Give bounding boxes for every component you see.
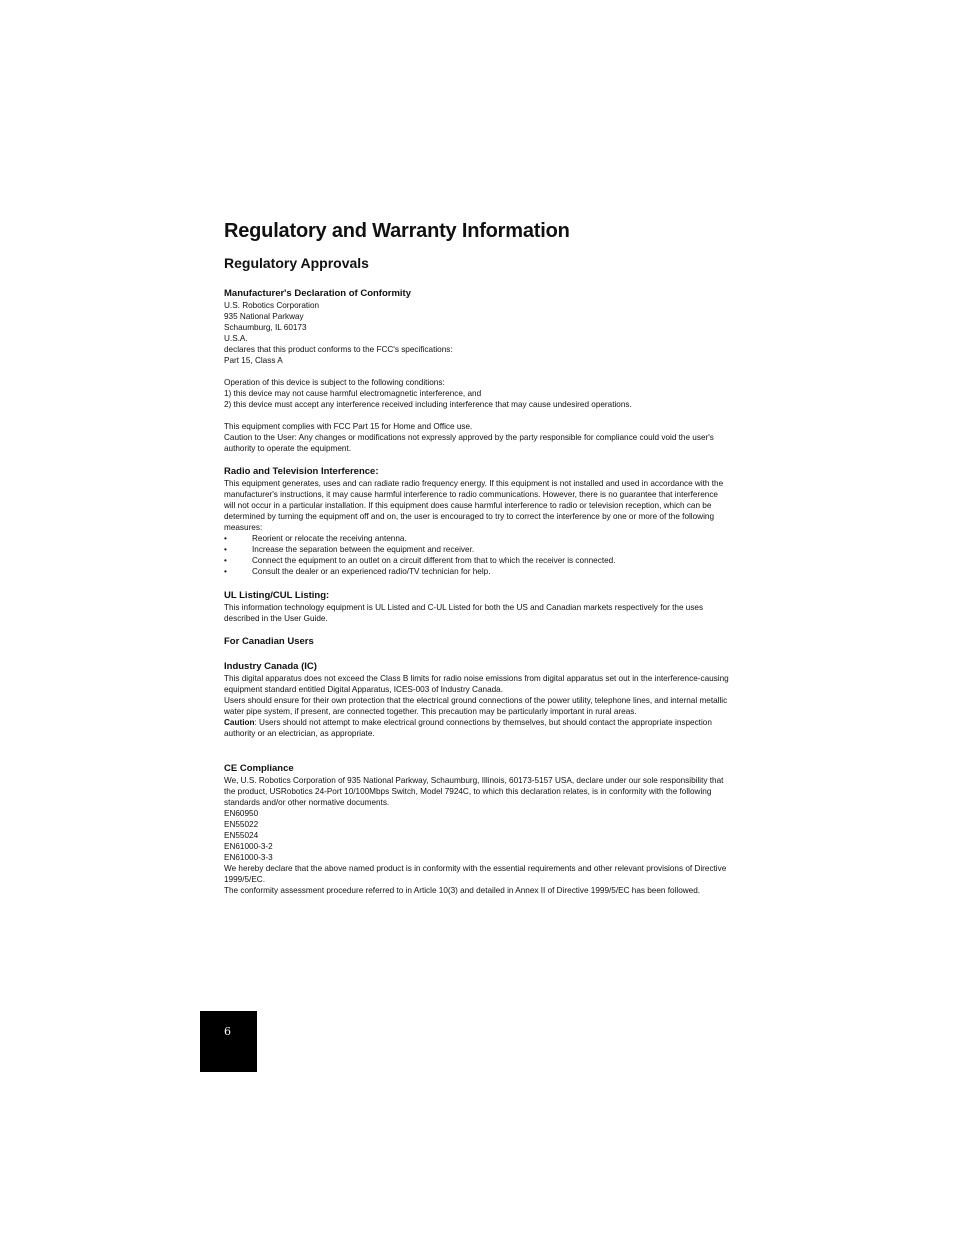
address-line: Part 15, Class A bbox=[224, 356, 283, 365]
radio-section bbox=[224, 466, 730, 577]
address-line: Schaumburg, IL 60173 bbox=[224, 323, 307, 332]
ul-text: This information technology equipment is UL Listed and C-UL Listed for both the US and Canadian markets respectively for the uses described in the User Guide. bbox=[224, 603, 704, 623]
standard-item: EN60950 bbox=[224, 809, 259, 818]
page-number: 6 bbox=[224, 1025, 231, 1038]
condition-line: 2) this device must accept any interference received including interference that may cause undesired operations. bbox=[224, 400, 632, 409]
canadian-heading: For Canadian Users bbox=[224, 636, 314, 647]
address-line: declares that this product conforms to the FCC's specifications: bbox=[224, 345, 453, 354]
standard-item: EN61000-3-3 bbox=[224, 853, 273, 862]
document-body bbox=[224, 218, 730, 896]
ul-section bbox=[224, 590, 730, 624]
address-line: 935 National Parkway bbox=[224, 312, 304, 321]
radio-measures-list bbox=[224, 533, 730, 577]
ce-standards bbox=[224, 808, 730, 863]
radio-text: This equipment generates, uses and can radiate radio frequency energy. If this equipment is not installed and used in accordance with the manufacturer's instructions, it may cause harmful interference to radio communications. However, there is no guarantee that interference will not occur in a particular installation. If this equipment does cause harmful interference to radio or television reception, which can be determined by turning the equipment off and on, the user is encouraged to try to correct the interference by one or more of the following measures: bbox=[224, 479, 724, 532]
page-number-tab bbox=[200, 1011, 257, 1072]
address-line: U.S.A. bbox=[224, 334, 248, 343]
user-caution: Caution to the User: Any changes or modifications not expressly approved by the party responsible for compliance could void the user's authority to operate the equipment. bbox=[224, 433, 714, 453]
ce-section bbox=[224, 763, 730, 896]
radio-heading: Radio and Television Interference: bbox=[224, 466, 379, 477]
standard-item: EN55022 bbox=[224, 820, 259, 829]
ground-connection-text: Users should ensure for their own protection that the electrical ground connections of the power utility, telephone lines, and internal metallic water pipe system, if present, are connected together. This precaution may be particularly important in rural areas. bbox=[224, 696, 728, 716]
fcc-compliance: This equipment complies with FCC Part 15 for Home and Office use. bbox=[224, 422, 473, 431]
manufacturer-heading: Manufacturer's Declaration of Conformity bbox=[224, 288, 412, 299]
ce-text: We, U.S. Robotics Corporation of 935 National Parkway, Schaumburg, Illinois, 60173-5157 USA, declare under our sole responsibility that the product, USRobotics 24-Port 10/100Mbps Switch, Model 7924C, to which this declaration relates, is in conformity with the following standards and/or other normative documents. bbox=[224, 776, 724, 807]
industry-canada-heading: Industry Canada (IC) bbox=[224, 661, 317, 672]
caution-label: Caution bbox=[224, 718, 255, 727]
list-item: • Increase the separation between the equipment and receiver. bbox=[224, 545, 475, 554]
ul-heading: UL Listing/CUL Listing: bbox=[224, 590, 330, 601]
bullet-marker: • bbox=[224, 556, 227, 565]
operation-conditions bbox=[224, 377, 730, 410]
ce-declaration: We hereby declare that the above named product is in conformity with the essential requirements and other relevant provisions of Directive 1999/5/EC. bbox=[224, 864, 727, 884]
standard-item: EN61000-3-2 bbox=[224, 842, 273, 851]
industry-canada-text: This digital apparatus does not exceed the Class B limits for radio noise emissions from digital apparatus set out in the interference-causing equipment standard entitled Digital Apparatus, ICES-003 of Industry Canada. bbox=[224, 674, 729, 694]
bullet-marker: • bbox=[224, 567, 227, 576]
condition-line: Operation of this device is subject to the following conditions: bbox=[224, 378, 445, 387]
address-line: U.S. Robotics Corporation bbox=[224, 301, 320, 310]
industry-canada-section bbox=[224, 661, 730, 739]
bullet-marker: • bbox=[224, 534, 227, 543]
bullet-marker: • bbox=[224, 545, 227, 554]
caution-text: : Users should not attempt to make electrical ground connections by themselves, but should contact the appropriate inspection authority or an electrician, as appropriate. bbox=[224, 718, 712, 738]
manufacturer-address bbox=[224, 300, 730, 366]
list-item: • Reorient or relocate the receiving antenna. bbox=[224, 534, 407, 543]
condition-line: 1) this device may not cause harmful electromagnetic interference, and bbox=[224, 389, 482, 398]
industry-canada-caution bbox=[224, 717, 730, 739]
standard-item: EN55024 bbox=[224, 831, 259, 840]
ce-procedure: The conformity assessment procedure referred to in Article 10(3) and detailed in Annex II of Directive 1999/5/EC has been followed. bbox=[224, 886, 701, 895]
page-title: Regulatory and Warranty Information bbox=[224, 220, 570, 242]
list-item: • Connect the equipment to an outlet on a circuit different from that to which the receiver is connected. bbox=[224, 556, 616, 565]
ce-heading: CE Compliance bbox=[224, 763, 294, 774]
manufacturer-section bbox=[224, 288, 730, 454]
list-item: • Consult the dealer or an experienced radio/TV technician for help. bbox=[224, 567, 491, 576]
section-title: Regulatory Approvals bbox=[224, 255, 369, 271]
